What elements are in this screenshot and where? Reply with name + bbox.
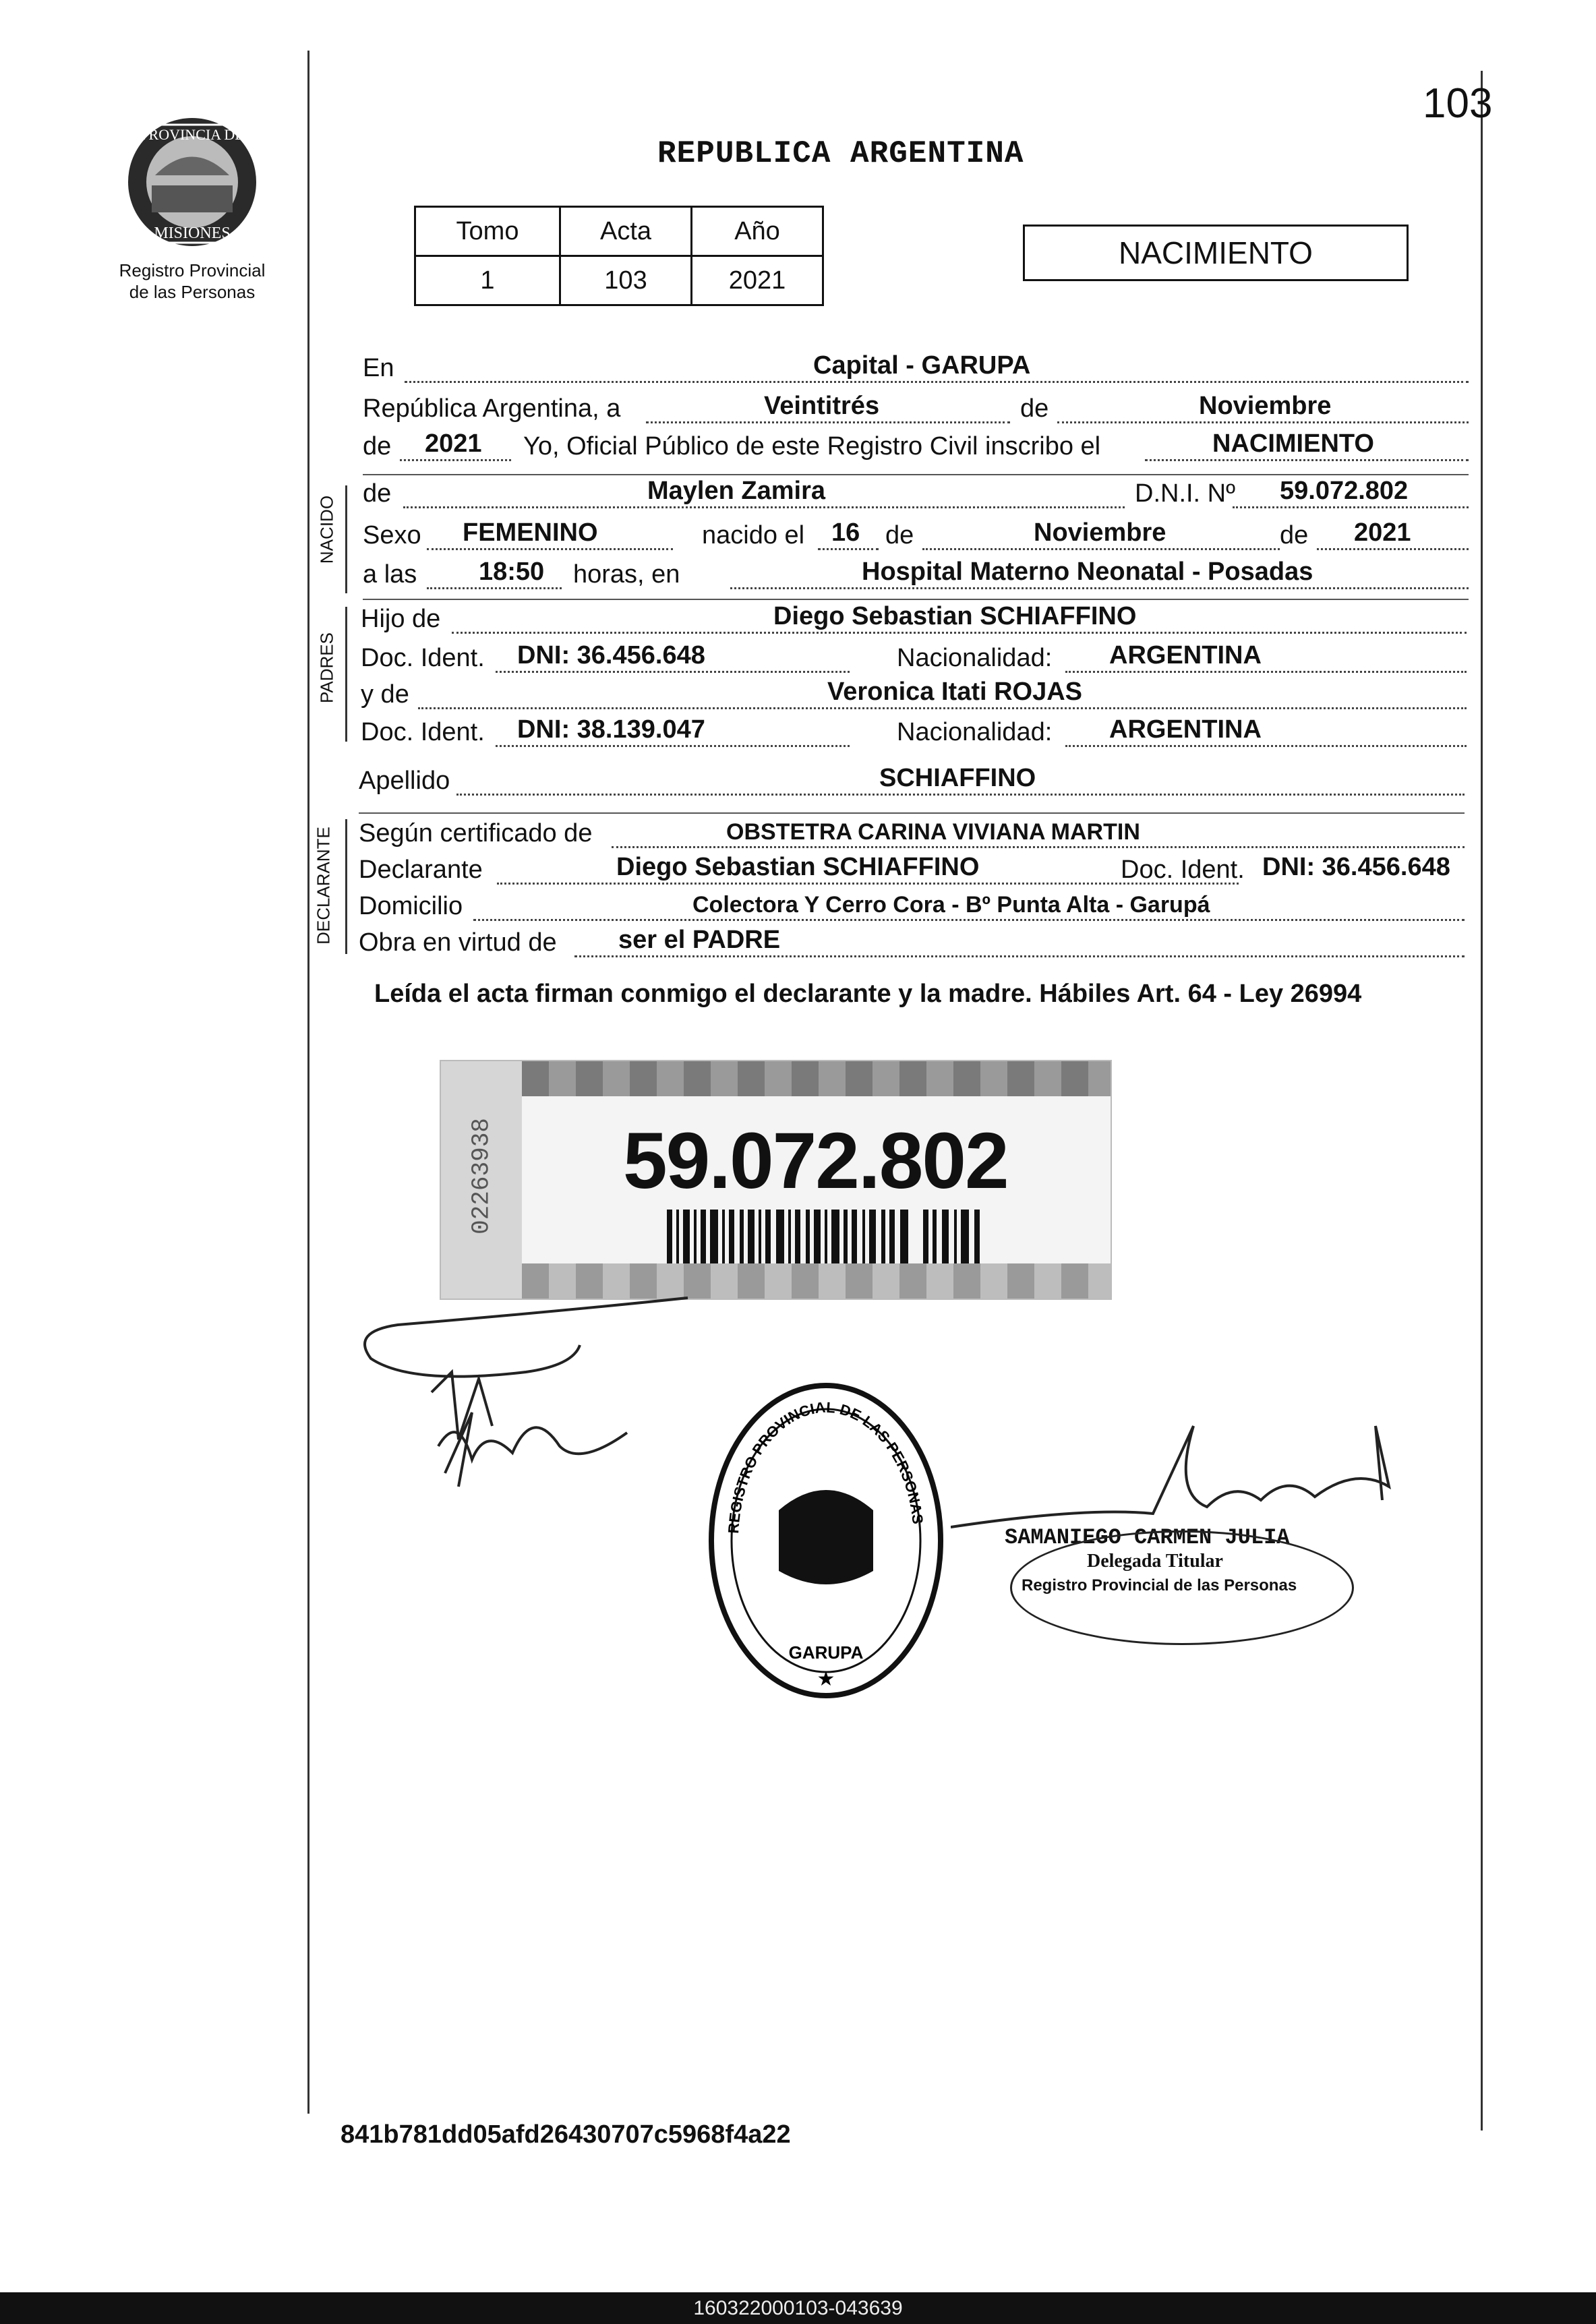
row-obra — [359, 925, 1465, 963]
en-dots — [405, 381, 1469, 383]
padre-dots — [452, 632, 1467, 634]
certificado-value: OBSTETRA CARINA VIVIANA MARTIN — [726, 819, 1140, 845]
en-label: En — [363, 354, 394, 382]
apellido-label: Apellido — [359, 767, 450, 795]
issuer-line-2: de las Personas — [129, 282, 256, 302]
padre-doc-dots — [496, 671, 850, 673]
document-title: REPUBLICA ARGENTINA — [657, 136, 1024, 171]
birth-day-dots — [818, 548, 879, 550]
day-value: Veintitrés — [764, 392, 880, 420]
certificado-dots — [612, 846, 1465, 848]
nombre-value: Maylen Zamira — [647, 477, 825, 505]
obra-label: Obra en virtud de — [359, 928, 557, 957]
stamp-bottom-text: GARUPA — [788, 1642, 864, 1663]
time-dots — [427, 587, 562, 589]
year-value: 2021 — [425, 429, 482, 458]
birth-de-label: de — [885, 521, 914, 549]
apellido-dots — [456, 794, 1465, 796]
declarante-value: Diego Sebastian SCHIAFFINO — [616, 853, 980, 881]
birth-month-dots — [922, 548, 1280, 550]
sexo-label: Sexo — [363, 521, 421, 549]
madre-doc-label: Doc. Ident. — [361, 718, 485, 746]
declarante-label: Declarante — [359, 856, 483, 884]
issuer-line-1: Registro Provincial — [119, 260, 266, 280]
apellido-value: SCHIAFFINO — [879, 764, 1036, 792]
sexo-value: FEMENINO — [463, 518, 598, 547]
padre-nacionalidad-value: ARGENTINA — [1109, 641, 1262, 669]
sexo-dots — [427, 548, 673, 550]
sticker-pattern-top — [522, 1061, 1111, 1096]
republica-dots-2 — [1057, 421, 1469, 423]
month-value: Noviembre — [1199, 392, 1332, 420]
anio-value: 2021 — [692, 256, 823, 305]
row-declarante — [359, 852, 1465, 890]
page-number: 103 — [1423, 80, 1493, 127]
row-domicilio — [359, 889, 1465, 926]
nacido-el-label: nacido el — [702, 521, 805, 549]
inscribo-dots — [1145, 459, 1469, 461]
row-apellido — [359, 763, 1465, 801]
row-republica — [363, 391, 1469, 429]
dni-label: D.N.I. Nº — [1135, 479, 1235, 508]
padres-section-label: PADRES — [316, 632, 337, 703]
domicilio-value: Colectora Y Cerro Cora - Bº Punta Alta - Garupá — [692, 892, 1210, 918]
anio-header: Año — [692, 207, 823, 256]
section-rule-2 — [363, 599, 1469, 600]
issuer-caption — [88, 260, 297, 303]
tomo-header: Tomo — [415, 207, 560, 256]
section-rule-1 — [363, 474, 1469, 475]
nombre-label: de — [363, 479, 392, 508]
madre-nombre-value: Veronica Itati ROJAS — [827, 678, 1083, 706]
birth-de2-label: de — [1280, 521, 1309, 549]
left-margin-line — [307, 51, 309, 2114]
stamp-ring-text: REGISTRO PROVINCIAL DE LAS PERSONAS — [725, 1398, 926, 1535]
birth-time-value: 18:50 — [479, 558, 545, 586]
republica-dots-1 — [646, 421, 1010, 423]
declarant-signature — [357, 1291, 708, 1527]
declarante-bracket — [345, 819, 347, 954]
padre-nacionalidad-label: Nacionalidad: — [897, 644, 1053, 672]
row-madre — [361, 677, 1467, 715]
republica-label: República Argentina, a — [363, 394, 621, 423]
domicilio-label: Domicilio — [359, 892, 463, 920]
hijo-label: Hijo de — [361, 605, 441, 633]
birth-place-value: Hospital Materno Neonatal - Posadas — [862, 558, 1313, 586]
nacido-bracket — [345, 485, 347, 593]
certificado-label: Según certificado de — [359, 819, 593, 847]
right-margin-line — [1481, 71, 1483, 2131]
footer-code: 160322000103-043639 — [0, 2292, 1596, 2324]
declarante-doc-value: DNI: 36.456.648 — [1262, 853, 1450, 881]
obra-dots — [574, 955, 1465, 957]
act-type-box: NACIMIENTO — [1023, 225, 1409, 281]
nombre-dots — [403, 506, 1125, 508]
y-de-label: y de — [361, 680, 409, 709]
official-title: Delegada Titular — [1087, 1551, 1223, 1572]
madre-doc-value: DNI: 38.139.047 — [517, 715, 705, 744]
reference-table — [414, 206, 824, 306]
birth-month-value: Noviembre — [1034, 518, 1166, 547]
madre-doc-dots — [496, 745, 850, 747]
sticker-serial: 02263938 — [467, 1118, 496, 1234]
madre-dots — [418, 707, 1467, 709]
row-madre-doc — [361, 715, 1467, 752]
section-rule-3 — [359, 812, 1465, 814]
closing-note: Leída el acta firman conmigo el declarante y la madre. Hábiles Art. 64 - Ley 26994 — [374, 980, 1362, 1008]
padre-nac-dots — [1065, 671, 1467, 673]
obra-value: ser el PADRE — [618, 926, 781, 954]
row-padre — [361, 601, 1467, 639]
de-label: de — [1020, 394, 1049, 423]
padre-nombre-value: Diego Sebastian SCHIAFFINO — [773, 602, 1137, 630]
document-hash: 841b781dd05afd26430707c5968f4a22 — [341, 2120, 791, 2149]
year-prefix-label: de — [363, 432, 392, 460]
en-value: Capital - GARUPA — [813, 351, 1031, 380]
madre-nacionalidad-label: Nacionalidad: — [897, 718, 1053, 746]
place-dots — [730, 587, 1469, 589]
dni-dots — [1233, 506, 1469, 508]
stamp-star-icon: ★ — [817, 1668, 835, 1690]
official-office: Registro Provincial de las Personas — [1022, 1576, 1297, 1595]
sticker-serial-band — [441, 1061, 522, 1299]
seal-top-text: PROVINCIA DE — [140, 126, 244, 143]
declarante-section-label: DECLARANTE — [313, 827, 334, 945]
row-oficial — [363, 429, 1469, 467]
official-signature — [951, 1412, 1423, 1534]
birth-day-value: 16 — [831, 518, 860, 547]
horas-label: horas, en — [573, 560, 680, 589]
acta-header: Acta — [560, 207, 692, 256]
tomo-value: 1 — [415, 256, 560, 305]
domicilio-dots — [473, 919, 1465, 921]
seal-bottom-text: MISIONES — [154, 225, 231, 242]
madre-nacionalidad-value: ARGENTINA — [1109, 715, 1262, 744]
acta-value: 103 — [560, 256, 692, 305]
padres-bracket — [345, 607, 347, 742]
dni-value: 59.072.802 — [1280, 477, 1409, 505]
year-dots — [400, 459, 511, 461]
inscribo-value: NACIMIENTO — [1212, 429, 1374, 458]
official-name: SAMANIEGO CARMEN JULIA — [1005, 1525, 1290, 1550]
padre-doc-value: DNI: 36.456.648 — [517, 641, 705, 669]
birth-year-value: 2021 — [1354, 518, 1411, 547]
nacido-section-label: NACIDO — [316, 495, 337, 564]
row-en — [363, 351, 1469, 388]
a-las-label: a las — [363, 560, 417, 589]
row-nombre — [363, 476, 1469, 514]
madre-nac-dots — [1065, 745, 1467, 747]
official-block-outline — [1010, 1530, 1354, 1645]
barcode-graphic — [667, 1210, 991, 1263]
row-certificado — [359, 816, 1465, 854]
birth-year-dots — [1317, 548, 1469, 550]
dni-sticker — [440, 1060, 1112, 1300]
row-padre-doc — [361, 640, 1467, 678]
row-sexo — [363, 518, 1469, 556]
padre-doc-label: Doc. Ident. — [361, 644, 485, 672]
official-stamp — [705, 1375, 947, 1706]
misiones-seal-logo — [115, 111, 270, 253]
row-hora — [363, 557, 1469, 595]
declarante-doc-label: Doc. Ident. — [1121, 856, 1245, 884]
sticker-number: 59.072.802 — [623, 1116, 1008, 1205]
oficial-text: Yo, Oficial Público de este Registro Civil inscribo el — [523, 432, 1101, 460]
